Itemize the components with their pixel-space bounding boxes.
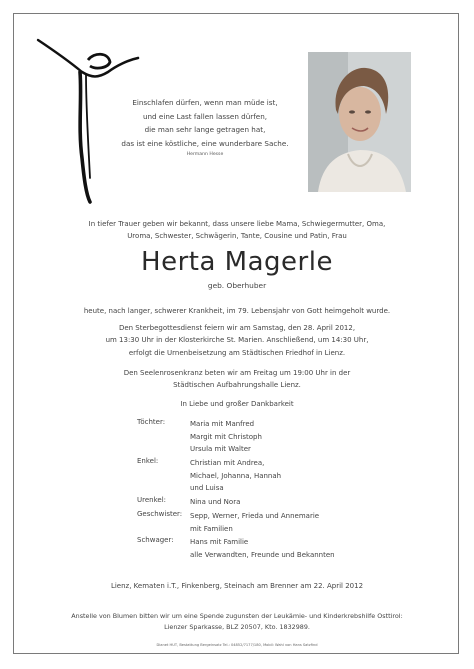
rosary-prayer xyxy=(40,367,434,392)
intro-line: In tiefer Trauer geben wir bekannt, dass unsere liebe Mama, Schwiegermutter, Oma, xyxy=(88,220,386,228)
relative-names xyxy=(190,496,240,509)
deceased-name: Herta Magerle xyxy=(141,247,333,277)
relative-name: Nina und Nora xyxy=(190,498,241,506)
relative-name: Ursula mit Walter xyxy=(190,445,251,454)
rosary-line: Städtischen Aufbahrungshalle Lienz. xyxy=(173,381,301,390)
poem-line: die man sehr lange getragen hat, xyxy=(144,125,266,135)
relative-label: Geschwister: xyxy=(137,510,183,518)
service-line: um 13:30 Uhr in der Klosterkirche St. Marien. Anschließend, um 14:30 Uhr, xyxy=(105,336,369,345)
donation-line: Lienzer Sparkasse, BLZ 20507, Kto. 1832989. xyxy=(164,623,310,631)
relative-label: Urenkel: xyxy=(137,496,167,504)
relative-names xyxy=(190,536,335,561)
funeral-service xyxy=(40,322,434,359)
relative-name: Michael, Johanna, Hannah xyxy=(190,471,282,480)
death-notice: heute, nach langer, schwerer Krankheit, im 79. Lebensjahr von Gott heimgeholt wurde. xyxy=(83,307,391,315)
birth-name: geb. Oberhuber xyxy=(207,281,267,290)
relative-name: Hans mit Familie xyxy=(190,538,249,546)
relative-name: Maria mit Manfred xyxy=(190,420,255,428)
relative-name: Sepp, Werner, Frieda und Annemarie xyxy=(190,512,320,520)
service-line: Den Sterbegottesdienst feiern wir am Samstag, den 28. April 2012, xyxy=(118,324,356,332)
relative-name: Margit mit Christoph xyxy=(190,432,262,441)
service-line: erfolgt die Urnenbeisetzung am Städtischen Friedhof in Lienz. xyxy=(128,348,346,357)
relative-name: mit Familien xyxy=(190,524,233,533)
poem-line: das ist eine köstliche, eine wunderbare Sache. xyxy=(121,138,289,148)
relative-name: und Luisa xyxy=(190,484,224,493)
gratitude-line: In Liebe und großer Dankbarkeit xyxy=(180,400,294,408)
poem-line: Einschlafen dürfen, wenn man müde ist, xyxy=(132,98,278,107)
relative-names xyxy=(190,457,281,495)
relative-names xyxy=(190,418,262,456)
relative-label: Enkel: xyxy=(137,457,159,465)
relative-names xyxy=(190,510,319,535)
poem-author: Hermann Hesse xyxy=(186,152,224,158)
places-and-date: Lienz, Kematen i.T., Finkenberg, Steinach am Brenner am 22. April 2012 xyxy=(110,582,364,590)
poem xyxy=(110,96,300,159)
relative-label: Töchter: xyxy=(137,418,166,426)
donation-note xyxy=(40,611,434,633)
relative-name: alle Verwandten, Freunde und Bekannten xyxy=(190,550,335,559)
poem-line: und eine Last fallen lassen dürfen, xyxy=(142,111,268,121)
intro-line: Uroma, Schwester, Schwägerin, Tante, Cousine und Patin, Frau xyxy=(127,232,347,241)
relative-label: Schwager: xyxy=(137,536,174,544)
print-footer: Dianet HUT, Bestattung Bergeinsatz Tel.: 04852/7177/180, Mobil: Wahl von Hans Satzfind xyxy=(156,643,318,647)
donation-line: Anstelle von Blumen bitten wir um eine Spende zugunsten der Leukämie- und Kinderkrebshilfe Osttirol: xyxy=(71,612,403,620)
relative-name: Christian mit Andrea, xyxy=(190,459,265,467)
portrait-photo xyxy=(308,52,411,192)
announcement-intro xyxy=(40,218,434,243)
rosary-line: Den Seelenrosenkranz beten wir am Freitag um 19:00 Uhr in der xyxy=(123,369,351,377)
